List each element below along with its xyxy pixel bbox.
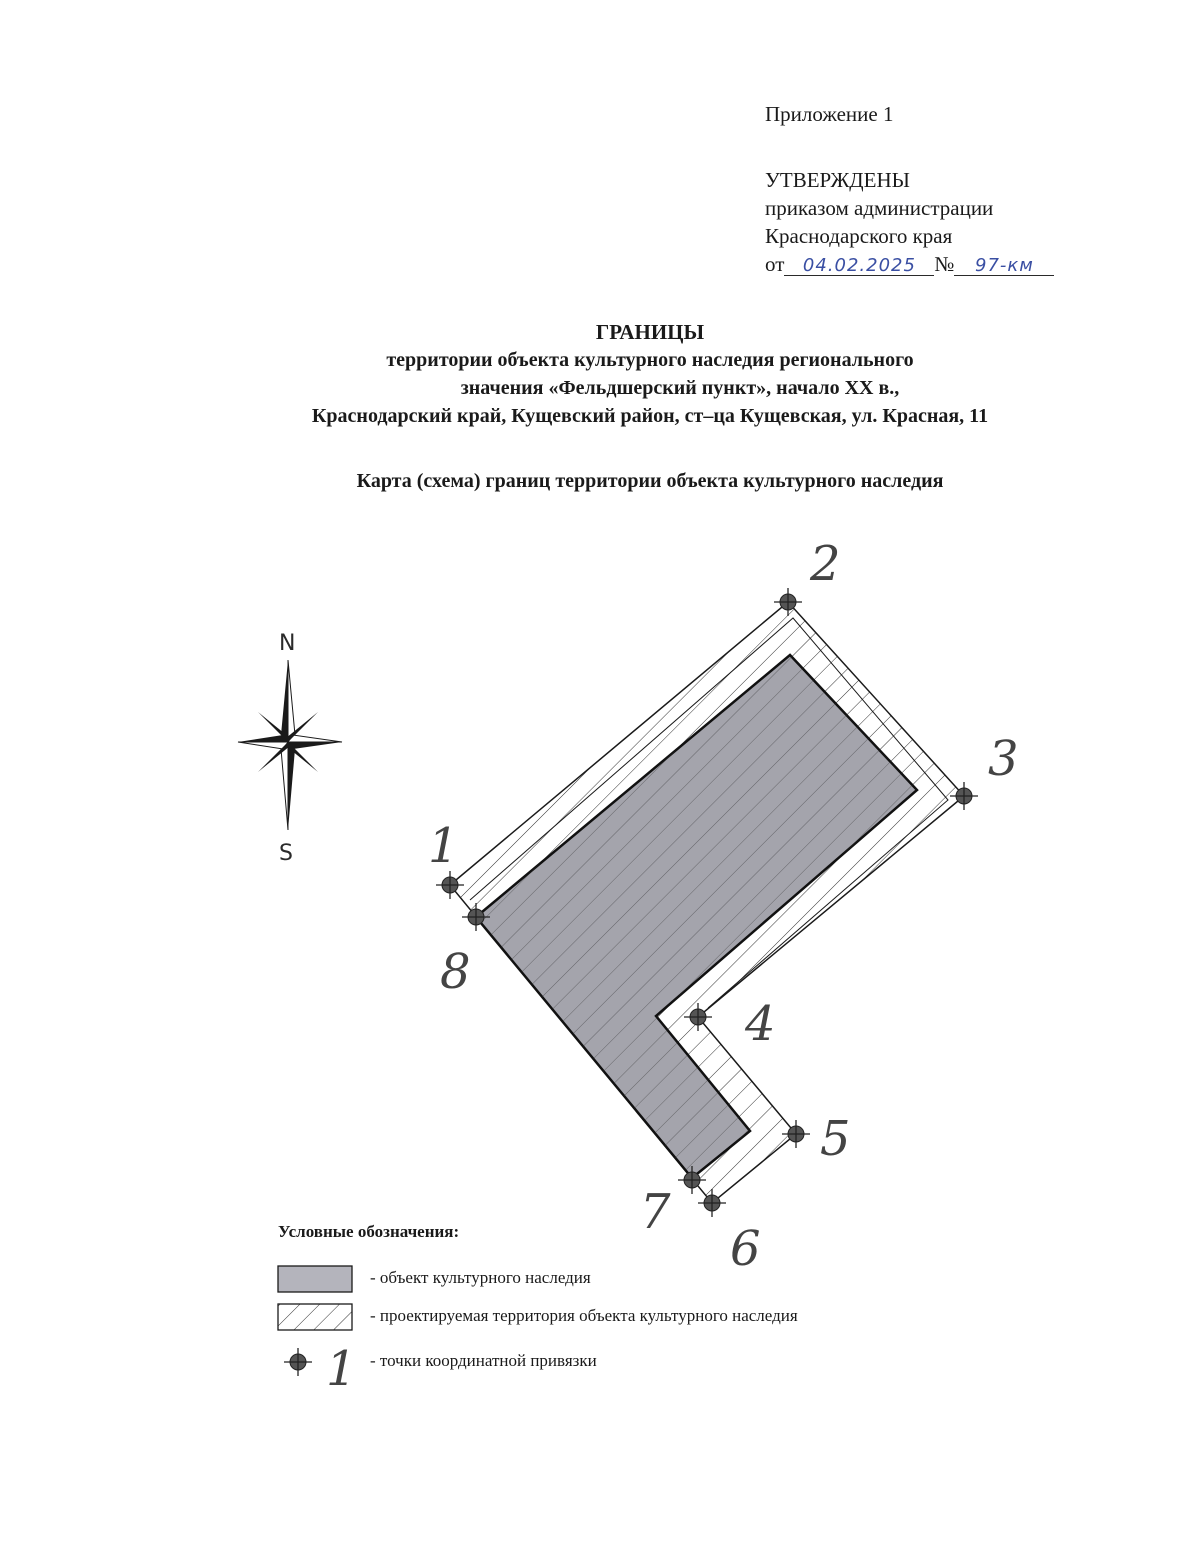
- approved-region-line: Краснодарского края: [765, 224, 953, 248]
- title-line-1: территории объекта культурного наследия регионального: [386, 349, 914, 371]
- legend-point-sample-label: 1: [326, 1341, 357, 1397]
- legend-territory-text: - проектируемая территория объекта культурного наследия: [370, 1306, 798, 1325]
- legend-title: Условные обозначения:: [278, 1222, 460, 1241]
- approval-date: 04.02.2025: [784, 253, 934, 276]
- date-prefix: от: [765, 252, 785, 276]
- point-label-8: 8: [440, 944, 471, 1000]
- point-label-7: 7: [640, 1184, 671, 1240]
- approved-by-line: приказом администрации: [765, 196, 994, 220]
- point-label-1: 1: [428, 818, 459, 874]
- title-line-2: значения «Фельдшерский пункт», начало ХХ в.,: [460, 377, 900, 399]
- title-line-3: Краснодарский край, Кущевский район, ст–ца Кущевская, ул. Красная, 11: [311, 405, 989, 427]
- point-label-5: 5: [820, 1111, 851, 1167]
- legend-territory-swatch: [278, 1304, 352, 1330]
- legend-points-text: - точки координатной привязки: [370, 1351, 597, 1370]
- legend-point-marker-icon: [284, 1348, 312, 1376]
- title-main: ГРАНИЦЫ: [595, 320, 705, 344]
- point-label-2: 2: [810, 536, 841, 592]
- appendix-label: Приложение 1: [765, 102, 894, 126]
- map-caption: Карта (схема) границ территории объекта культурного наследия: [356, 470, 944, 492]
- number-prefix: №: [934, 252, 955, 276]
- compass-south-label: S: [279, 841, 293, 866]
- point-label-3: 3: [988, 731, 1019, 787]
- legend-object-text: - объект культурного наследия: [370, 1268, 591, 1287]
- point-label-6: 6: [730, 1221, 761, 1277]
- approval-number: 97-км: [954, 253, 1054, 276]
- point-label-4: 4: [745, 996, 776, 1052]
- heritage-object-hatch: [476, 655, 917, 1178]
- legend-object-swatch: [278, 1266, 352, 1292]
- compass-rose-icon: [238, 631, 342, 866]
- approved-heading: УТВЕРЖДЕНЫ: [765, 168, 910, 192]
- compass-north-label: N: [279, 631, 296, 656]
